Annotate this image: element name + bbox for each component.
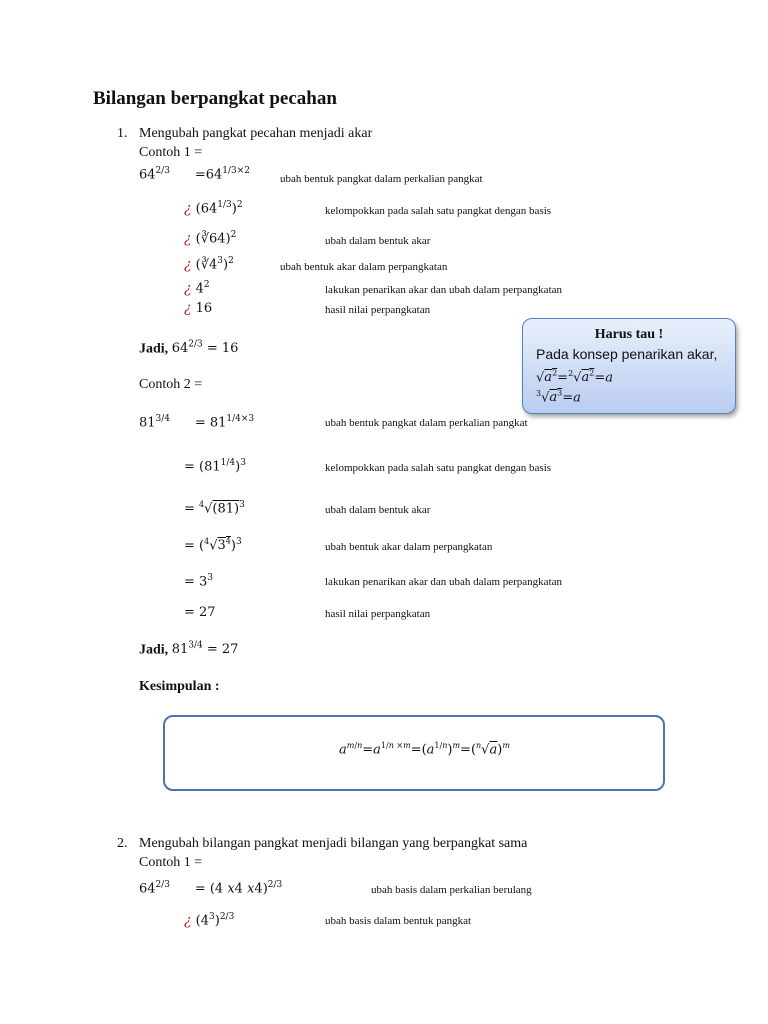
section1-heading: Mengubah pangkat pecahan menjadi akar xyxy=(139,126,373,141)
ex1-step3-note: ubah dalam bentuk akar xyxy=(325,235,431,247)
example2-label: Contoh 2 = xyxy=(139,377,203,392)
ex1-step6-expr: ¿ 16 xyxy=(184,300,213,316)
ex2-step1-note: ubah bentuk pangkat dalam perkalian pangkat xyxy=(325,417,528,429)
tip-formula-1: $√a^2=^2√a^2=a$ xyxy=(536,369,613,386)
section2-heading: Mengubah bilangan pangkat menjadi bilangan yang berpangkat sama xyxy=(139,836,528,851)
ex1-step2-expr: ¿ $(64^{1/3})^2$ xyxy=(184,200,243,217)
section2-number: 2. xyxy=(117,836,128,851)
ex2-step3-note: ubah dalam bentuk akar xyxy=(325,504,431,516)
s2-step2-expr: ¿ $(4^3)^{2/3}$ xyxy=(184,912,235,929)
ex2-step6-note: hasil nilai perpangkatan xyxy=(325,608,431,620)
ex2-step5-expr: = $3^3$ xyxy=(184,573,214,590)
summary-formula: $a^{m/n}=a^{1/n \times m}=(a^{1/n})^m=(^n√a)^m$ xyxy=(339,741,510,758)
ex2-step4-expr: = $(^4√3^4)^3$ xyxy=(184,537,242,554)
example1-label: Contoh 1 = xyxy=(139,145,203,160)
ex2-step2-note: kelompokkan pada salah satu pangkat dengan basis xyxy=(325,462,552,474)
ex1-step5-note: lakukan penarikan akar dan ubah dalam perpangkatan xyxy=(325,284,563,296)
ex1-step6-note: hasil nilai perpangkatan xyxy=(325,304,431,316)
ex2-step1-expr: $81^{3/4}$ = $81^{1/4\times 3}$ xyxy=(139,414,255,431)
ex1-step4-expr: ¿ $(∛4^3)^2$ xyxy=(184,256,234,273)
ex2-step6-expr: = 27 xyxy=(184,605,216,620)
section1-number: 1. xyxy=(117,126,128,141)
ex1-step2-note: kelompokkan pada salah satu pangkat dengan basis xyxy=(325,205,552,217)
section2-example1-label: Contoh 1 = xyxy=(139,855,203,870)
s2-step1-note: ubah basis dalam perkalian berulang xyxy=(371,884,532,896)
ex2-step5-note: lakukan penarikan akar dan ubah dalam perpangkatan xyxy=(325,576,563,588)
page-title: Bilangan berpangkat pecahan xyxy=(93,88,337,109)
summary-box xyxy=(163,715,665,791)
ex1-conclusion: Jadi, $64^{2/3} = 16$ xyxy=(139,340,239,357)
ex1-step3-expr: ¿ (∛64)$^2$ xyxy=(184,230,237,247)
tip-text: Pada konsep penarikan akar, xyxy=(536,346,718,362)
ex2-step4-note: ubah bentuk akar dalam perpangkatan xyxy=(325,541,493,553)
tip-title: Harus tau ! xyxy=(594,327,664,342)
tip-formula-2: $^3√a^3=a$ xyxy=(536,389,581,406)
s2-step2-note: ubah basis dalam bentuk pangkat xyxy=(325,915,472,927)
ex2-step2-expr: = $(81^{1/4})^3$ xyxy=(184,458,246,475)
s2-step1-expr: $64^{2/3}$ = (4 x4 x4)$^{2/3}$ xyxy=(139,880,283,897)
ex1-step5-expr: ¿ $4^2$ xyxy=(184,280,210,297)
summary-label: Kesimpulan : xyxy=(139,679,220,694)
ex2-step3-expr: = $^4√(81)^3$ xyxy=(184,500,245,517)
tip-box xyxy=(522,318,736,414)
ex1-step4-note: ubah bentuk akar dalam perpangkatan xyxy=(280,261,448,273)
ex1-step1-note: ubah bentuk pangkat dalam perkalian pangkat xyxy=(280,173,483,185)
ex2-conclusion: Jadi, $81^{3/4} = 27$ xyxy=(139,641,239,658)
ex1-step1-expr: $64^{2/3}$ $=64^{1/3\times 2}$ xyxy=(139,166,251,183)
